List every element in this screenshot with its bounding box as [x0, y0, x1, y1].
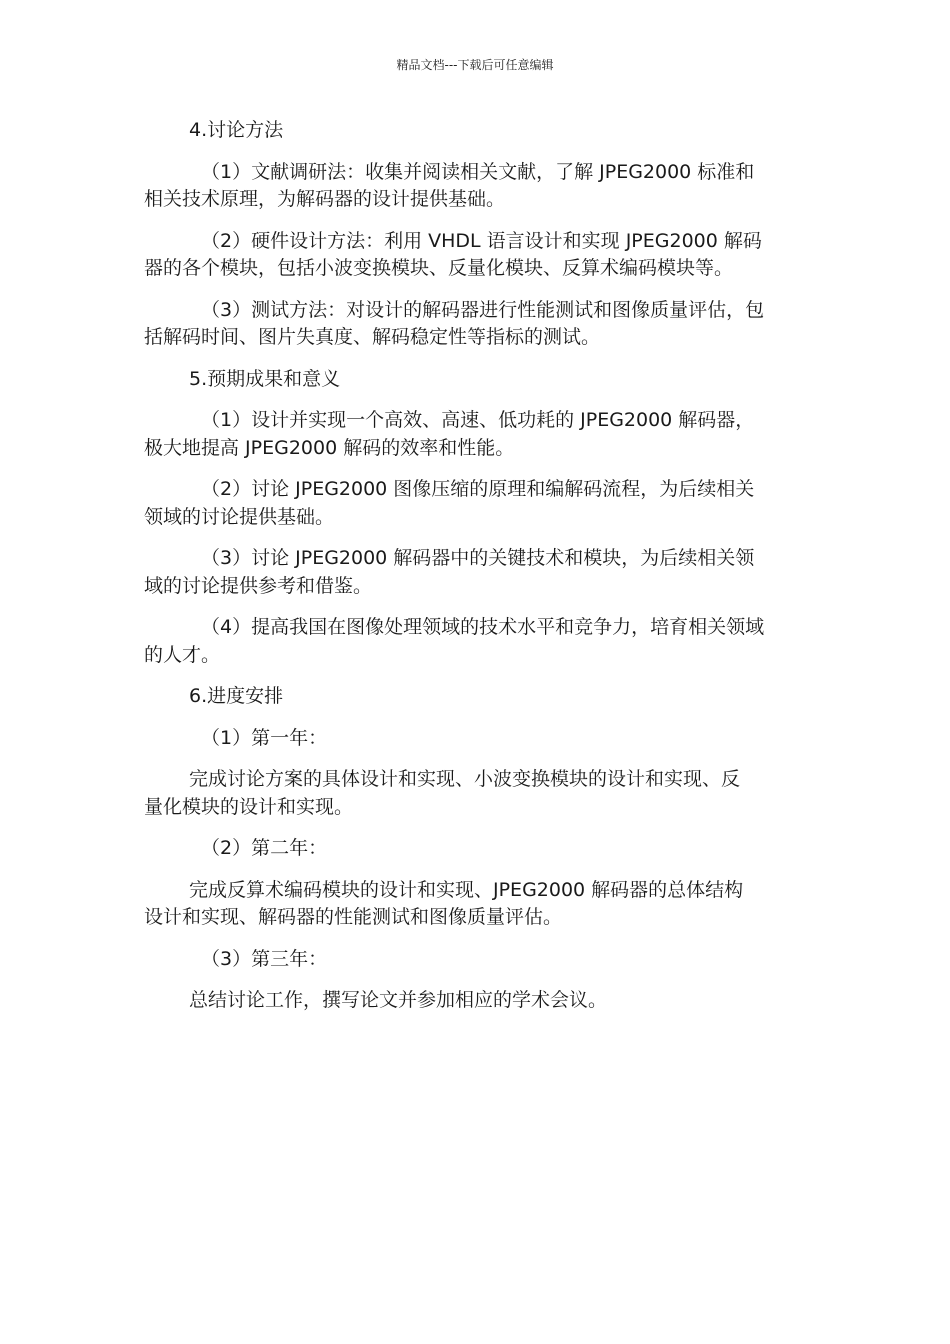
schedule-year-3-text: [144, 987, 806, 1015]
heading-line: 6.进度安排: [189, 685, 284, 707]
paragraph-line: 领域的讨论提供基础。: [144, 505, 335, 528]
paragraph-literature-method: [144, 159, 806, 214]
paragraph-line: 极大地提高 JPEG2000 解码的效率和性能。: [144, 436, 515, 459]
page-header: 精品文档---下载后可任意编辑: [396, 58, 554, 72]
heading-line: 5.预期成果和意义: [189, 367, 341, 390]
paragraph-line: 相关技术原理，为解码器的设计提供基础。: [144, 188, 506, 210]
heading-line: 4.讨论方法: [189, 119, 284, 141]
paragraph-line: 完成讨论方案的具体设计和实现、小波变换模块的设计和实现、反: [189, 768, 741, 790]
paragraph-line: （3）讨论 JPEG2000 解码器中的关键技术和模块，为后续相关领: [201, 547, 755, 569]
paragraph-line: （3）测试方法：对设计的解码器进行性能测试和图像质量评估，包: [201, 298, 765, 321]
paragraph-line: （1）设计并实现一个高效、高速、低功耗的 JPEG2000 解码器，: [201, 409, 755, 431]
schedule-year-1-text: [144, 766, 806, 821]
paragraph-line: 器的各个模块，包括小波变换模块、反量化模块、反算术编码模块等。: [144, 257, 734, 279]
paragraph-hardware-method: [144, 228, 806, 283]
paragraph-line: （1）第一年：: [201, 726, 328, 749]
paragraph-line: 量化模块的设计和实现。: [144, 795, 354, 818]
paragraph-result-3: [144, 545, 806, 600]
paragraph-line: 的人才。: [144, 643, 221, 666]
paragraph-line: 域的讨论提供参考和借鉴。: [144, 574, 373, 597]
paragraph-line: （4）提高我国在图像处理领域的技术水平和竞争力，培育相关领域: [201, 616, 765, 638]
paragraph-line: 总结讨论工作，撰写论文并参加相应的学术会议。: [189, 989, 608, 1011]
paragraph-line: （2）硬件设计方法：利用 VHDL 语言设计和实现 JPEG2000 解码: [201, 229, 762, 252]
schedule-year-2-text: [144, 877, 806, 932]
paragraph-line: （1）文献调研法：收集并阅读相关文献，了解 JPEG2000 标准和: [201, 160, 755, 183]
paragraph-line: （3）第三年：: [201, 947, 328, 970]
paragraph-result-1: [144, 407, 806, 462]
section-heading-results: [144, 366, 806, 394]
section-heading-methods: [144, 117, 806, 145]
paragraph-result-4: [144, 614, 806, 669]
document-body: [144, 117, 806, 1015]
paragraph-line: （2）讨论 JPEG2000 图像压缩的原理和编解码流程，为后续相关: [201, 478, 755, 500]
paragraph-test-method: [144, 297, 806, 352]
paragraph-line: （2）第二年：: [201, 837, 328, 859]
schedule-year-3-label: [144, 946, 806, 974]
paragraph-line: 设计和实现、解码器的性能测试和图像质量评估。: [144, 906, 563, 928]
paragraph-line: 括解码时间、图片失真度、解码稳定性等指标的测试。: [144, 326, 601, 348]
paragraph-result-2: [144, 476, 806, 531]
schedule-year-2-label: [144, 835, 806, 863]
paragraph-line: 完成反算术编码模块的设计和实现、JPEG2000 解码器的总体结构: [189, 878, 744, 901]
schedule-year-1-label: [144, 725, 806, 753]
section-heading-schedule: [144, 683, 806, 711]
